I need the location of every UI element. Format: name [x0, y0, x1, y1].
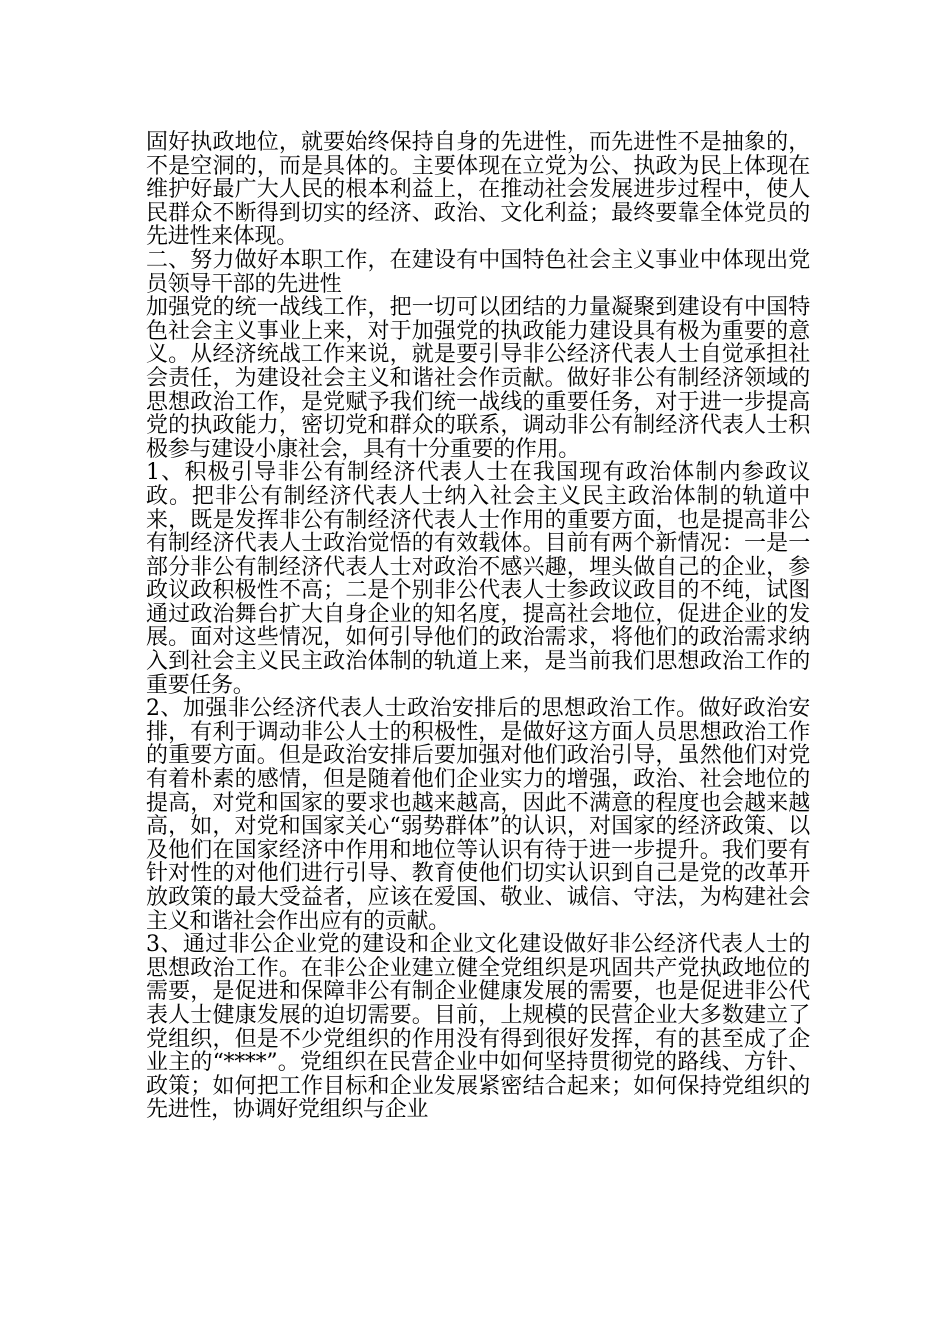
paragraph-3: 加强党的统一战线工作，把一切可以团结的力量凝聚到建设有中国特色社会主义事业上来，对于加强党的执政能力建设具有极为重要的意义。从经济统战工作来说，就是要引导非公经济代表人士自觉承担社会责任，为建设社会主义和谐社会作贡献。做好非公有制经济领域的思想政治工作，是党赋予我们统一战线的重要任务，对于进一步提高党的执政能力，密切党和群众的联系，调动非公有制经济代表人士积极参与建设小康社会，具有十分重要的作用。	[146, 295, 810, 462]
paragraph-item-3: 3、通过非公企业党的建设和企业文化建设做好非公经济代表人士的思想政治工作。在非公企业建立健全党组织是巩固共产党执政地位的需要，是促进和保障非公有制企业健康发展的需要，也是促进非公代表人士健康发展的迫切需要。目前，上规模的民营企业大多数建立了党组织，但是不少党组织的作用没有得到很好发挥，有的甚至成了企业主的“****”。党组织在民营企业中如何坚持贯彻党的路线、方针、政策；如何把工作目标和企业发展紧密结合起来；如何保持党组织的先进性，协调好党组织与企业	[146, 932, 810, 1123]
document-body	[146, 131, 810, 1122]
paragraph-item-2: 2、加强非公经济代表人士政治安排后的思想政治工作。做好政治安排，有利于调动非公人士的积极性，是做好这方面人员思想政治工作的重要方面。但是政治安排后要加强对他们政治引导，虽然他们对党有着朴素的感情，但是随着他们企业实力的增强，政治、社会地位的提高，对党和国家的要求也越来越高，因此不满意的程度也会越来越高，如，对党和国家关心“弱势群体”的认识，对国家的经济政策、以及他们在国家经济中作用和地位等认识有待于进一步提升。我们要有针对性的对他们进行引导、教育使他们切实认识到自己是党的改革开放政策的最大受益者，应该在爱国、敬业、诚信、守法，为构建社会主义和谐社会作出应有的贡献。	[146, 696, 810, 934]
paragraph-item-1: 1、积极引导非公有制经济代表人士在我国现有政治体制内参政议政。把非公有制经济代表人士纳入社会主义民主政治体制的轨道中来，既是发挥非公有制经济代表人士作用的重要方面，也是提高非公有制经济代表人士政治觉悟的有效载体。目前有两个新情况：一是一部分非公有制经济代表人士对政治不感兴趣，埋头做自己的企业，参政议政积极性不高；二是个别非公代表人士参政议政目的不纯，试图通过政治舞台扩大自身企业的知名度，提高社会地位，促进企业的发展。面对这些情况，如何引导他们的政治需求，将他们的政治需求纳入到社会主义民主政治体制的轨道上来，是当前我们思想政治工作的重要任务。	[146, 460, 810, 698]
paragraph-1: 固好执政地位，就要始终保持自身的先进性，而先进性不是抽象的，不是空洞的，而是具体的。主要体现在立党为公、执政为民上体现在维护好最广大人民的根本利益上，在推动社会发展进步过程中，使人民群众不断得到切实的经济、政治、文化利益；最终要靠全体党员的先进性来体现。	[146, 130, 810, 250]
section-heading-2: 二、努力做好本职工作，在建设有中国特色社会主义事业中体现出党员领导干部的先进性	[146, 247, 810, 297]
